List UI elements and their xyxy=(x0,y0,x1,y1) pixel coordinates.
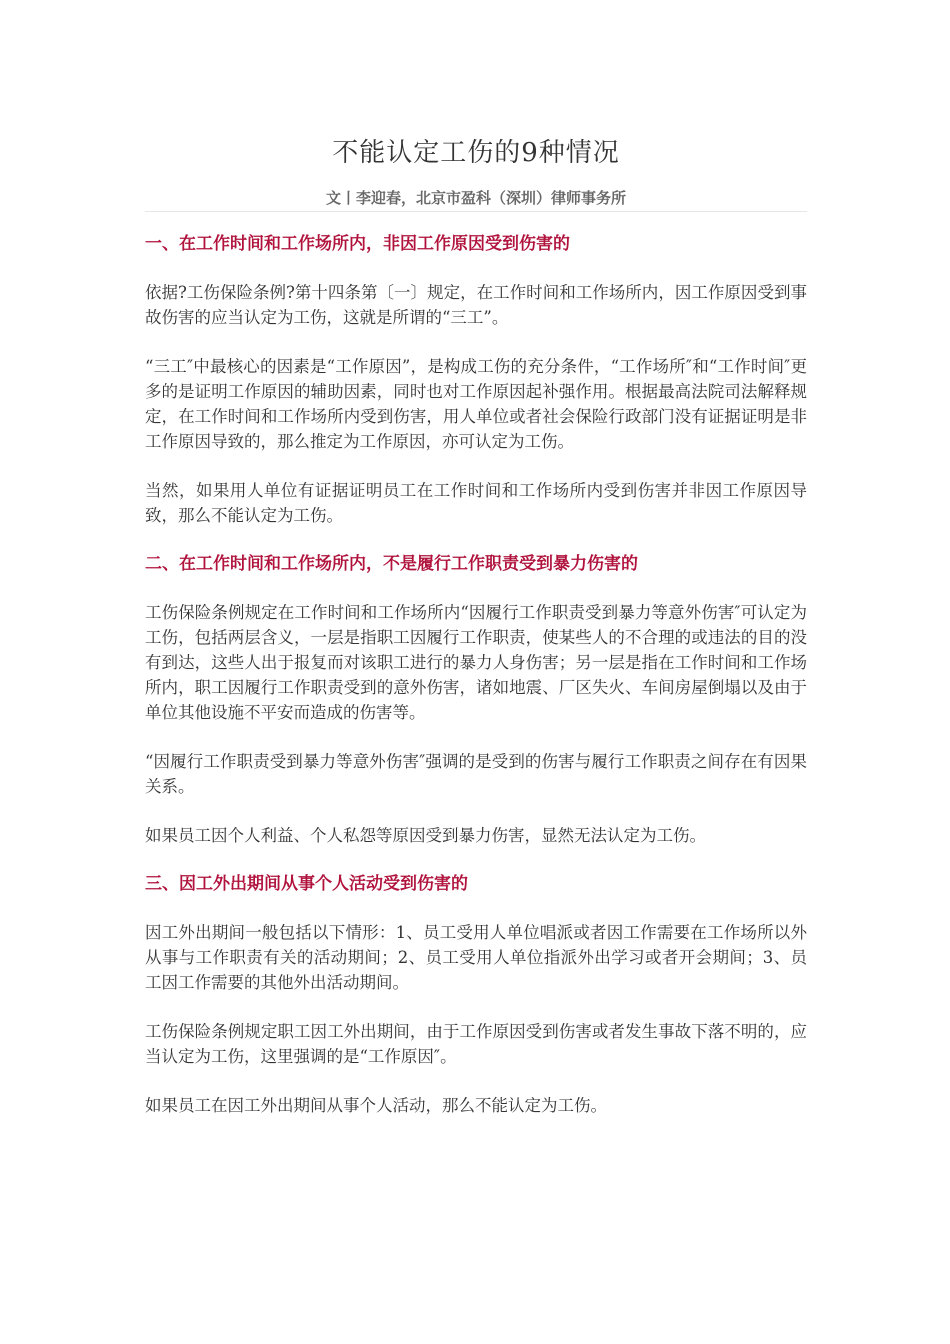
section-1-paragraph-3: 当然，如果用人单位有证据证明员工在工作时间和工作场所内受到伤害并非因工作原因导致，那么不能认定为工伤。 xyxy=(145,481,807,525)
section-1-paragraph-2: “三工″中最核心的因素是“工作原因”，是构成工伤的充分条件，“工作场所″和“工作时间″更多的是证明工作原因的辅助因素，同时也对工作原因起补强作用。根据最高法院司法解释规定，在工作时间和工作场所内受到伤害，用人单位或者社会保险行政部门没有证据证明是非工作原因导致的，那么推定为工作原因，亦可认定为工伤。 xyxy=(145,357,807,451)
document-page xyxy=(145,0,807,1118)
section-3-paragraph-3: 如果员工在因工外出期间从事个人活动，那么不能认定为工伤。 xyxy=(145,1096,607,1115)
author-byline: 文丨李迎春，北京市盈科（深圳）律师事务所 xyxy=(145,188,807,212)
section-2-paragraph-2: “因履行工作职责受到暴力等意外伤害″强调的是受到的伤害与履行工作职责之间存在有因果关系。 xyxy=(145,752,807,796)
document-title: 不能认定工伤的9种情况 xyxy=(332,138,620,168)
section-2-paragraph-1: 工伤保险条例规定在工作时间和工作场所内“因履行工作职责受到暴力等意外伤害″可认定为工伤，包括两层含义，一层是指职工因履行工作职责，使某些人的不合理的或违法的目的没有到达，这些人出于报复而对该职工进行的暴力人身伤害；另一层是指在工作时间和工作场所内，职工因履行工作职责受到的意外伤害，诸如地震、厂区失火、车间房屋倒塌以及由于单位其他设施不平安而造成的伤害等。 xyxy=(145,603,807,722)
section-3-paragraph-1: 因工外出期间一般包括以下情形：1、员工受用人单位唱派或者因工作需要在工作场所以外从事与工作职责有关的活动期间；2、员工受用人单位指派外出学习或者开会期间；3、员工因工作需要的其他外出活动期间。 xyxy=(145,923,807,992)
section-2-paragraph-3: 如果员工因个人利益、个人私怨等原因受到暴力伤害，显然无法认定为工伤。 xyxy=(145,826,706,845)
section-3-heading: 三、因工外出期间从事个人活动受到伤害的 xyxy=(145,874,468,894)
section-1-paragraph-1: 依据?工伤保险条例?第十四条第〔一〕规定，在工作时间和工作场所内，因工作原因受到事故伤害的应当认定为工伤，这就是所谓的“三工”。 xyxy=(145,283,807,327)
section-1-heading: 一、在工作时间和工作场所内，非因工作原因受到伤害的 xyxy=(145,234,570,254)
section-3-paragraph-2: 工伤保险条例规定职工因工外出期间，由于工作原因受到伤害或者发生事故下落不明的，应当认定为工伤，这里强调的是“工作原因″。 xyxy=(145,1022,807,1066)
section-2-heading: 二、在工作时间和工作场所内，不是履行工作职责受到暴力伤害的 xyxy=(145,554,638,574)
